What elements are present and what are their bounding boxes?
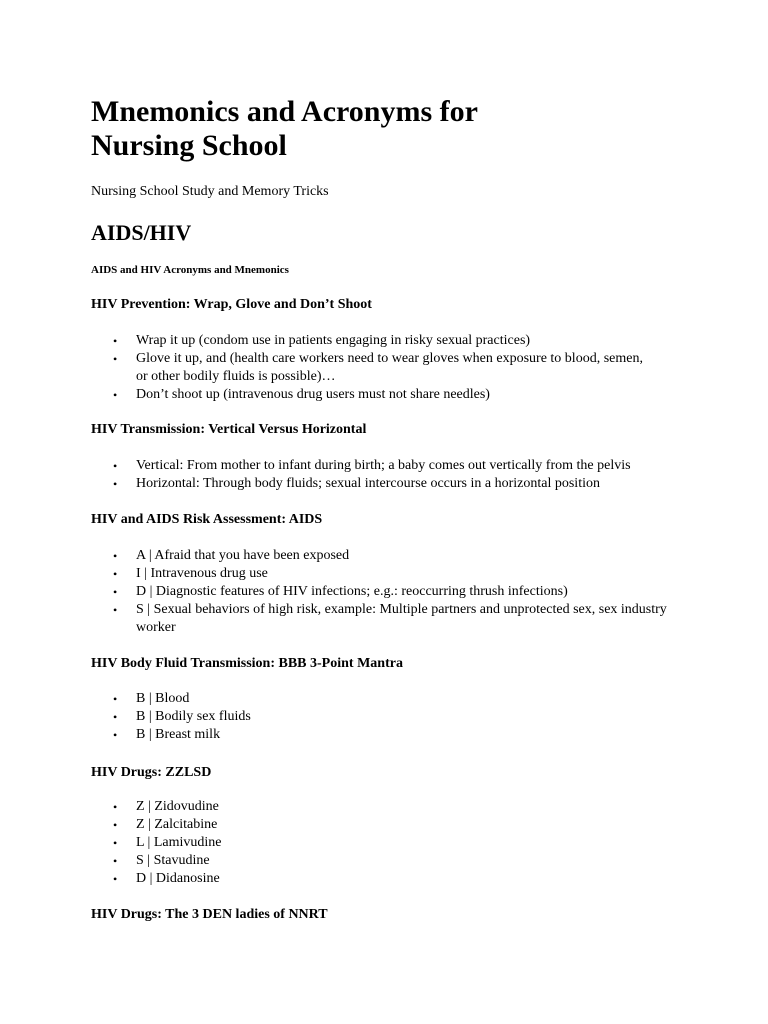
list-item: • B | Breast milk [91, 726, 691, 744]
list-item: • Vertical: From mother to infant during birth; a baby comes out vertically from the pelvis [91, 457, 691, 475]
document-title [91, 95, 478, 163]
list-item: • Z | Zalcitabine [91, 816, 691, 834]
list-item: • S | Stavudine [91, 852, 691, 870]
list-body-fluid [91, 690, 691, 744]
title-line-1: Mnemonics and Acronyms for [91, 95, 478, 128]
list-transmission [91, 457, 691, 493]
list-hiv-drugs-zzlsd [91, 798, 691, 888]
list-item: • D | Diagnostic features of HIV infections; e.g.: reoccurring thrush infections) [91, 583, 691, 601]
subsection-heading-body-fluid: HIV Body Fluid Transmission: BBB 3-Point Mantra [91, 656, 403, 671]
section-subheading: AIDS and HIV Acronyms and Mnemonics [91, 264, 289, 276]
list-item: • A | Afraid that you have been exposed [91, 547, 691, 565]
subsection-heading-prevention: HIV Prevention: Wrap, Glove and Don’t Shoot [91, 297, 372, 312]
subsection-heading-hiv-drugs-nnrt: HIV Drugs: The 3 DEN ladies of NNRT [91, 907, 328, 922]
list-item: • Horizontal: Through body fluids; sexual intercourse occurs in a horizontal position [91, 475, 691, 493]
list-prevention [91, 332, 691, 404]
list-item: • Wrap it up (condom use in patients engaging in risky sexual practices) [91, 332, 691, 350]
list-item: • B | Bodily sex fluids [91, 708, 691, 726]
list-item: • Glove it up, and (health care workers need to wear gloves when exposure to blood, semen, or other bodily fluids is possible)… [91, 350, 656, 386]
title-line-2: Nursing School [91, 129, 287, 162]
list-item: • D | Didanosine [91, 870, 691, 888]
list-item: • B | Blood [91, 690, 691, 708]
list-item: • Don’t shoot up (intravenous drug users must not share needles) [91, 386, 691, 404]
section-title: AIDS/HIV [91, 220, 192, 245]
list-item: • I | Intravenous drug use [91, 565, 691, 583]
document-subtitle: Nursing School Study and Memory Tricks [91, 184, 329, 199]
list-item: • S | Sexual behaviors of high risk, example: Multiple partners and unprotected sex, sex industry worker [91, 601, 704, 637]
list-risk-assessment [91, 547, 691, 637]
subsection-heading-risk-assessment: HIV and AIDS Risk Assessment: AIDS [91, 512, 323, 527]
subsection-heading-hiv-drugs-zzlsd: HIV Drugs: ZZLSD [91, 765, 212, 780]
list-item: • L | Lamivudine [91, 834, 691, 852]
subsection-heading-transmission: HIV Transmission: Vertical Versus Horizontal [91, 422, 367, 437]
list-item: • Z | Zidovudine [91, 798, 691, 816]
